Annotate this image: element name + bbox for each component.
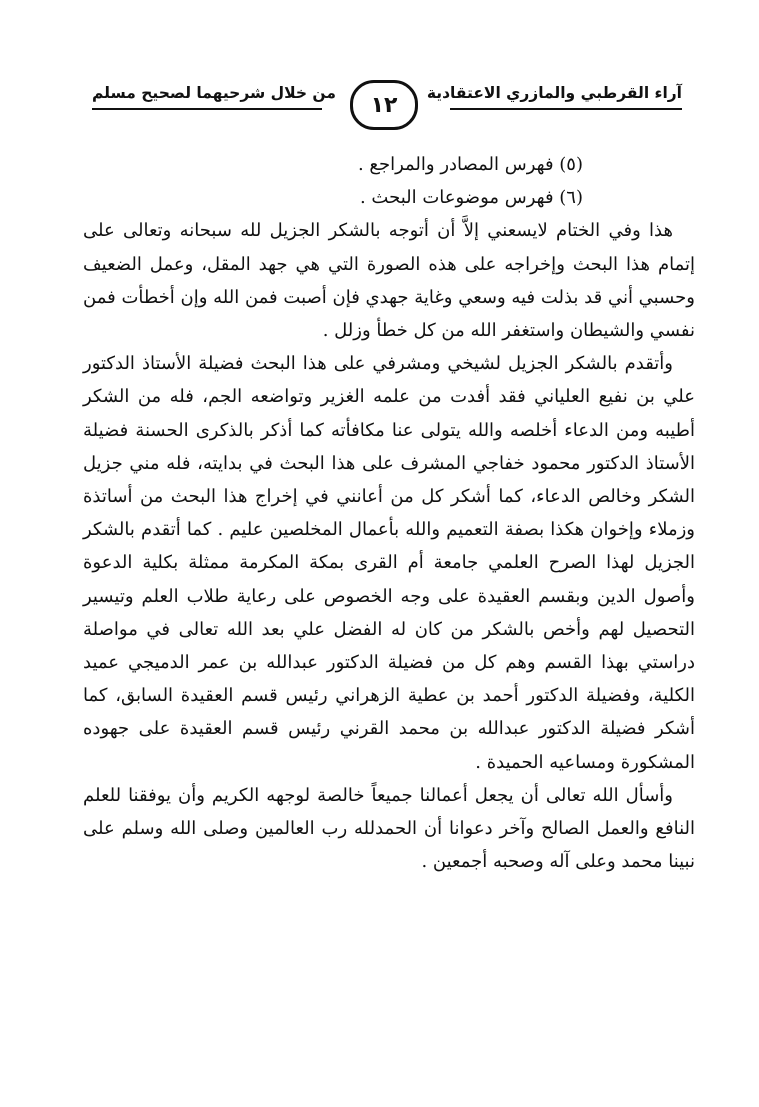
list-item: (٦) فهرس موضوعات البحث .: [359, 187, 583, 209]
page-number: ١٢: [350, 80, 418, 130]
header-rule-right: [450, 108, 682, 110]
header-title-left: من خلال شرحيهما لصحيح مسلم: [92, 84, 336, 102]
body-text: [83, 148, 695, 878]
paragraph: هذا وفي الختام لايسعني إلاَّ أن أتوجه بالشكر الجزيل لله سبحانه وتعالى على إتمام هذا البحث وإخراجه على هذه الصورة التي هي جهد المقل، وعمل الضعيف وحسبي أني قد بذلت فيه وسعي وغاية جهدي فإن أصبت فمن الله وإن أخطأت فمن نفسي والشيطان واستغفر الله من كل خطأ وزلل .: [83, 220, 695, 342]
paragraph: وأتقدم بالشكر الجزيل لشيخي ومشرفي على هذا البحث فضيلة الأستاذ الدكتور علي بن نفيع العلياني فقد أفدت من علمه الغزير وتواضعه الجم، فله من الشكر أطيبه ومن الدعاء أخلصه والله يتولى عنا مكافأته كما أذكر بالذكرى الحسنة فضيلة الأستاذ الدكتور محمود خفاجي المشرف على هذا البحث في بدايته، فله مني جزيل الشكر وخالص الدعاء، كما أشكر كل من أعانني في إخراج هذا البحث من أساتذة وزملاء وإخوان هكذا بصفة التعميم والله بأعمال المخلصين عليم . كما أتقدم بالشكر الجزيل لهذا الصرح العلمي جامعة أم القرى بمكة المكرمة ممثلة بكلية الدعوة وأصول الدين وبقسم العقيدة على وجه الخصوص على رعاية طلاب العلم وتيسير التحصيل لهم وأخص بالشكر من كان له الفضل علي بعد الله تعالى في مواصلة دراستي بهذا القسم وهم كل من فضيلة الدكتور عبدالله بن عمر الدميجي عميد الكلية، وفضيلة الدكتور أحمد بن عطية الزهراني رئيس قسم العقيدة السابق، كما أشكر فضيلة الدكتور عبدالله بن محمد القرني رئيس قسم العقيدة على جهوده المشكورة ومساعيه الحميدة .: [83, 353, 696, 773]
list-item: (٥) فهرس المصادر والمراجع .: [357, 154, 583, 175]
header-title-right: آراء القرطبي والمازري الاعتقادية: [426, 84, 682, 102]
header-rule-left: [92, 108, 322, 110]
paragraph: وأسأل الله تعالى أن يجعل أعمالنا جميعاً خالصة لوجهه الكريم وأن يوفقنا للعلم النافع والعمل الصالح وآخر دعوانا أن الحمدلله رب العالمين وصلى الله وسلم على نبينا محمد وعلى آله وصحبه أجمعين .: [83, 784, 695, 873]
running-header: [92, 76, 682, 136]
